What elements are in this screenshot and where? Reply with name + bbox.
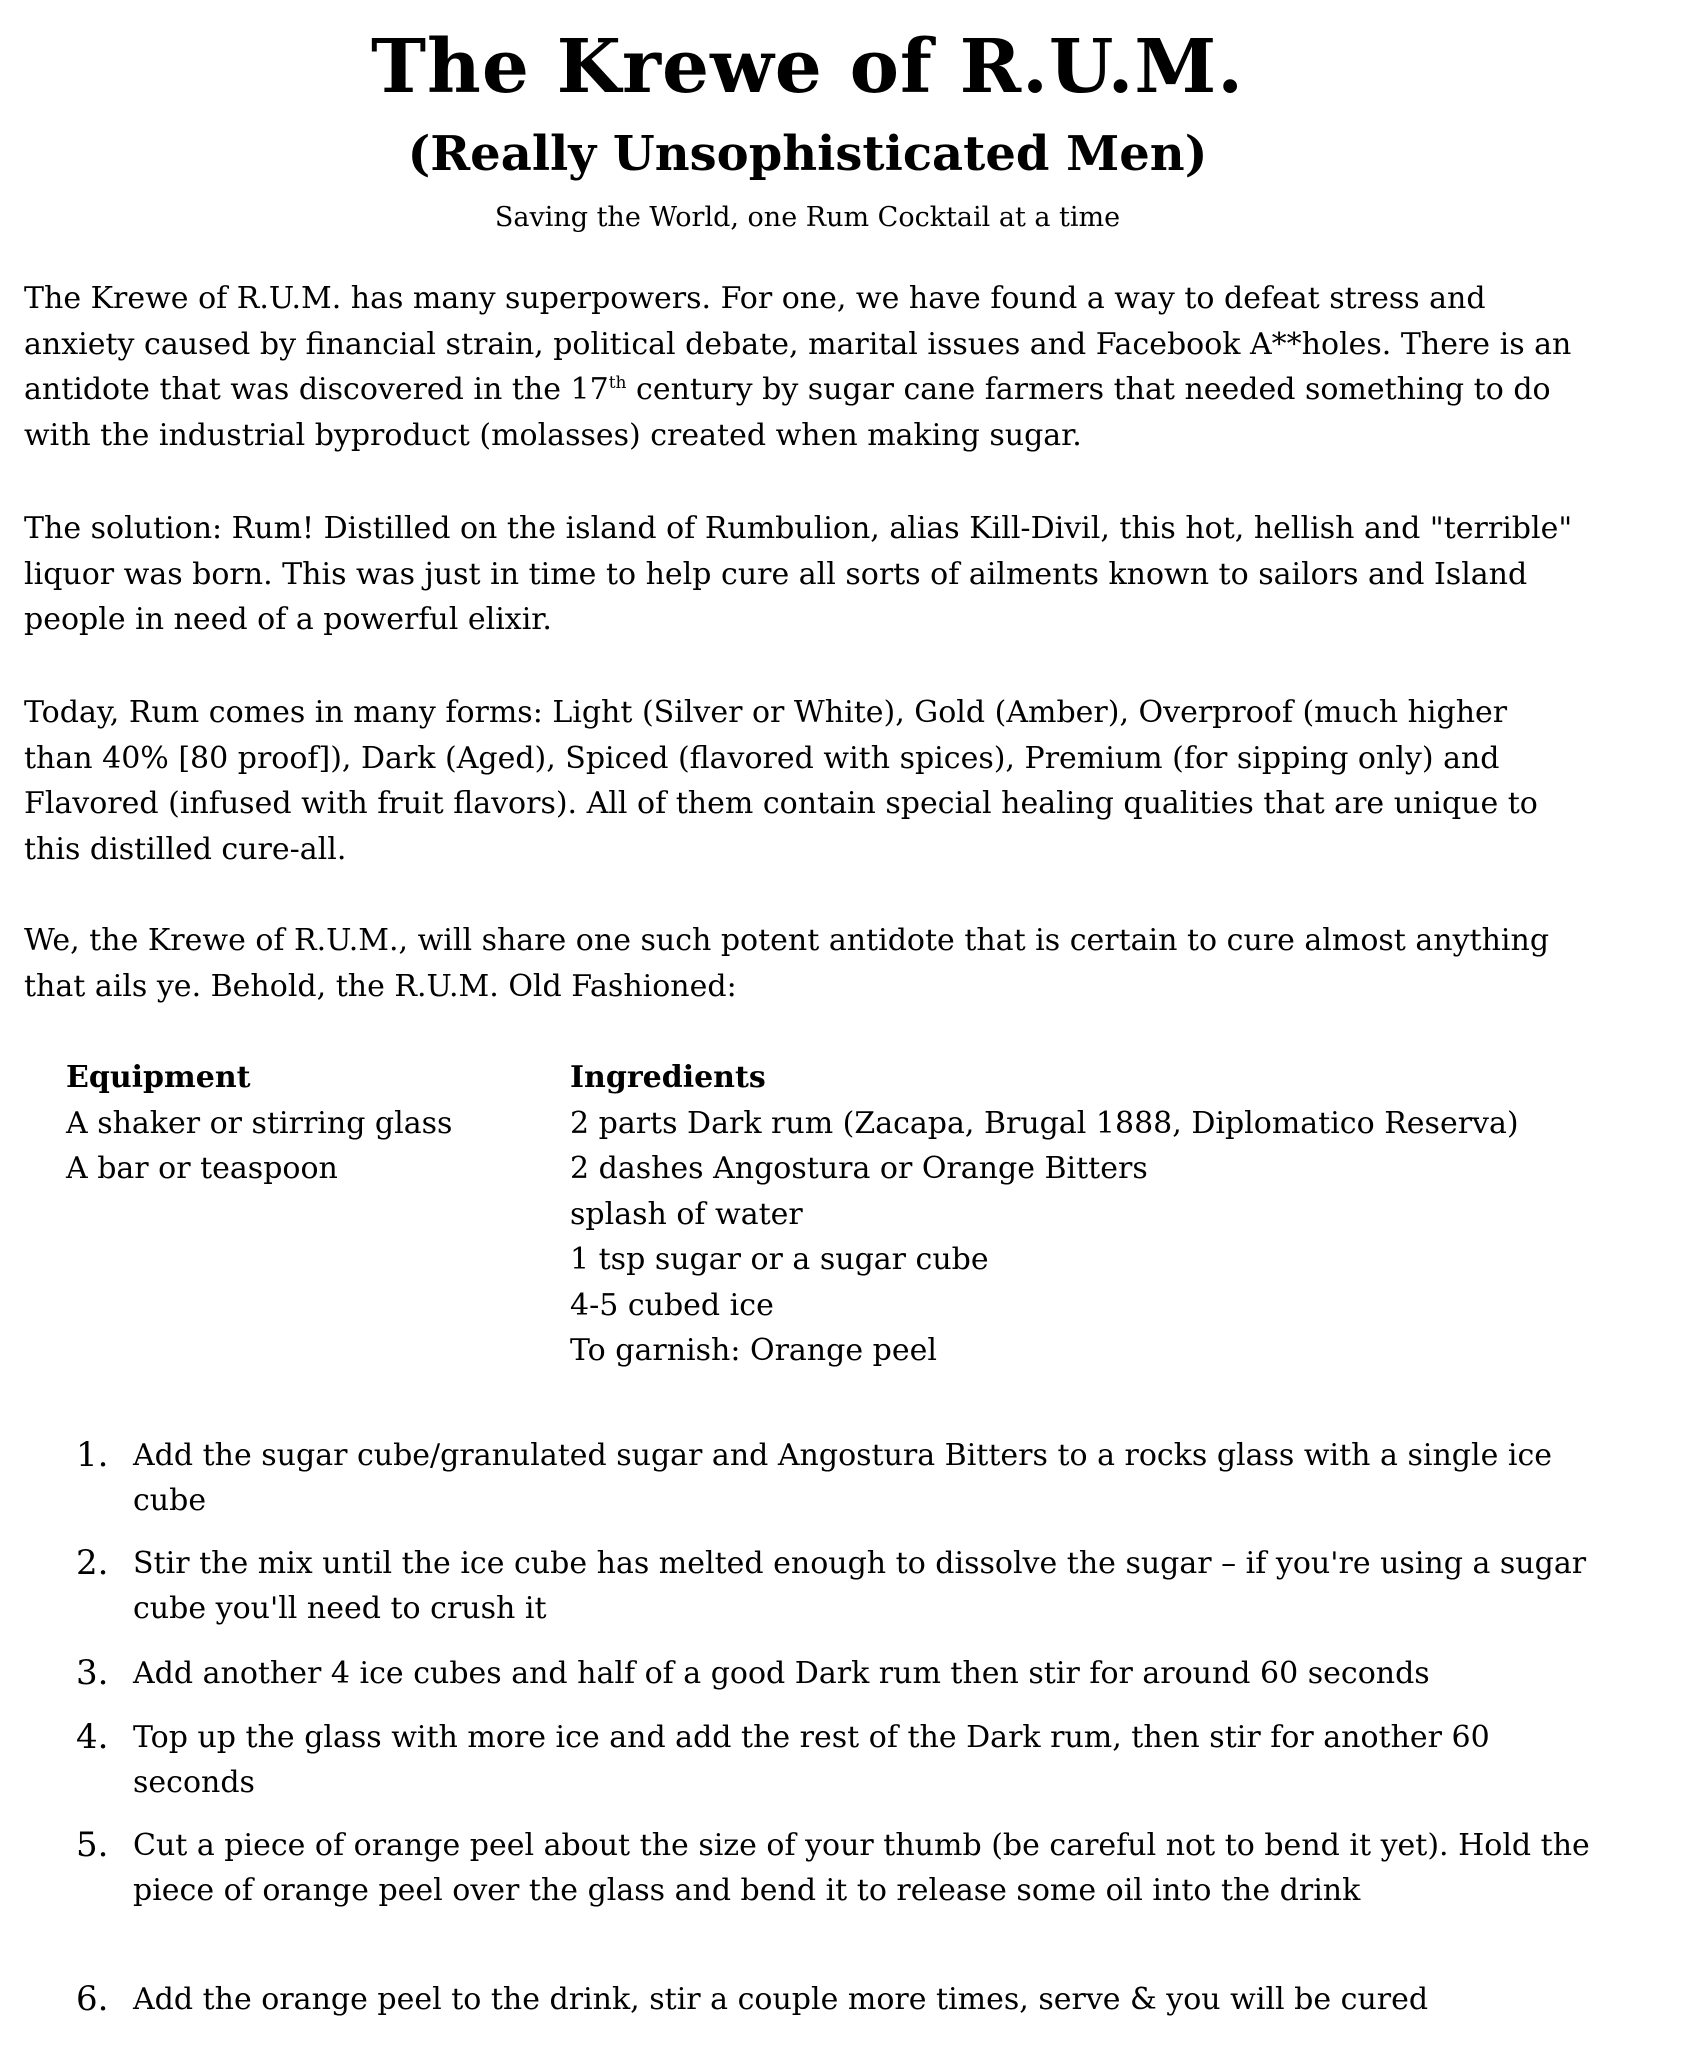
step-number: 3. bbox=[76, 1653, 109, 1693]
ingredient-item: 2 dashes Angostura or Orange Bitters bbox=[570, 1151, 1148, 1186]
step-number: 6. bbox=[76, 1979, 109, 2019]
equipment-item: A bar or teaspoon bbox=[66, 1151, 338, 1186]
intro-paragraph-text-continued: century by sugar cane farmers that needed something to do with the industrial byproduct (molasses) created when making sugar. bbox=[24, 372, 1551, 453]
intro-paragraph-antidote: We, the Krewe of R.U.M., will share one such potent antidote that is certain to cure almost anything that ails ye. Behold, the R.U.M. Old Fashioned: bbox=[24, 923, 1550, 1004]
step-text: Add another 4 ice cubes and half of a good Dark rum then stir for around 60 seconds bbox=[133, 1656, 1430, 1691]
ingredient-item: To garnish: Orange peel bbox=[570, 1333, 937, 1368]
step-text: Cut a piece of orange peel about the size of your thumb (be careful not to bend it yet). Hold the piece of orange peel over the glass and bend it to release some oil into the drink bbox=[133, 1828, 1590, 1908]
intro-paragraph-rum-forms: Today, Rum comes in many forms: Light (Silver or White), Gold (Amber), Overproof (much higher than 40% [80 proof]), Dark (Aged), Spiced (flavored with spices), Premium (for sipping only) and Flavored (infused with fruit flavors). All of them contain special healing qualities that are unique to this distilled cure-all. bbox=[24, 695, 1538, 867]
step-text: Add the orange peel to the drink, stir a couple more times, serve & you will be cured bbox=[133, 1982, 1429, 2017]
step-number: 5. bbox=[76, 1825, 109, 1865]
intro-paragraph-superpowers bbox=[24, 276, 1584, 458]
ordinal-suffix: th bbox=[608, 373, 627, 393]
equipment-heading: Equipment bbox=[66, 1060, 251, 1095]
step-text: Stir the mix until the ice cube has melted enough to dissolve the sugar – if you're using a sugar cube you'll need to crush it bbox=[133, 1546, 1587, 1626]
page-title: The Krewe of R.U.M. bbox=[370, 24, 1245, 110]
step-number: 1. bbox=[76, 1435, 109, 1475]
step-number: 2. bbox=[76, 1543, 109, 1583]
ingredients-heading: Ingredients bbox=[570, 1060, 766, 1095]
page-subtitle: (Really Unsophisticated Men) bbox=[407, 126, 1208, 182]
ingredients-list bbox=[570, 1055, 1630, 1374]
intro-paragraph-solution: The solution: Rum! Distilled on the island of Rumbulion, alias Kill-Divil, this hot, hellish and "terrible" liquor was born. This was just in time to help cure all sorts of ailments known to sailors and Island people in need of a powerful elixir. bbox=[24, 511, 1573, 637]
ingredient-item: 2 parts Dark rum (Zacapa, Brugal 1888, Diplomatico Reserva) bbox=[570, 1105, 1519, 1141]
intro-paragraph-text: The Krewe of R.U.M. has many superpowers. For one, we have found a way to defeat stress and anxiety caused by financial strain, political debate, marital issues and Facebook A**holes. There is an antidote that was discovered in the 17 bbox=[24, 281, 1572, 407]
step-text: Add the sugar cube/granulated sugar and Angostura Bitters to a rocks glass with a single ice cube bbox=[133, 1438, 1553, 1518]
step-number: 4. bbox=[76, 1717, 109, 1757]
page-tagline: Saving the World, one Rum Cocktail at a time bbox=[494, 202, 1121, 233]
equipment-item: A shaker or stirring glass bbox=[66, 1105, 453, 1141]
step-text: Top up the glass with more ice and add the rest of the Dark rum, then stir for another 60 seconds bbox=[133, 1720, 1490, 1800]
ingredient-item: 4-5 cubed ice bbox=[570, 1287, 774, 1323]
equipment-list bbox=[66, 1055, 546, 1192]
ingredient-item: splash of water bbox=[570, 1196, 803, 1232]
ingredient-item: 1 tsp sugar or a sugar cube bbox=[570, 1242, 989, 1277]
